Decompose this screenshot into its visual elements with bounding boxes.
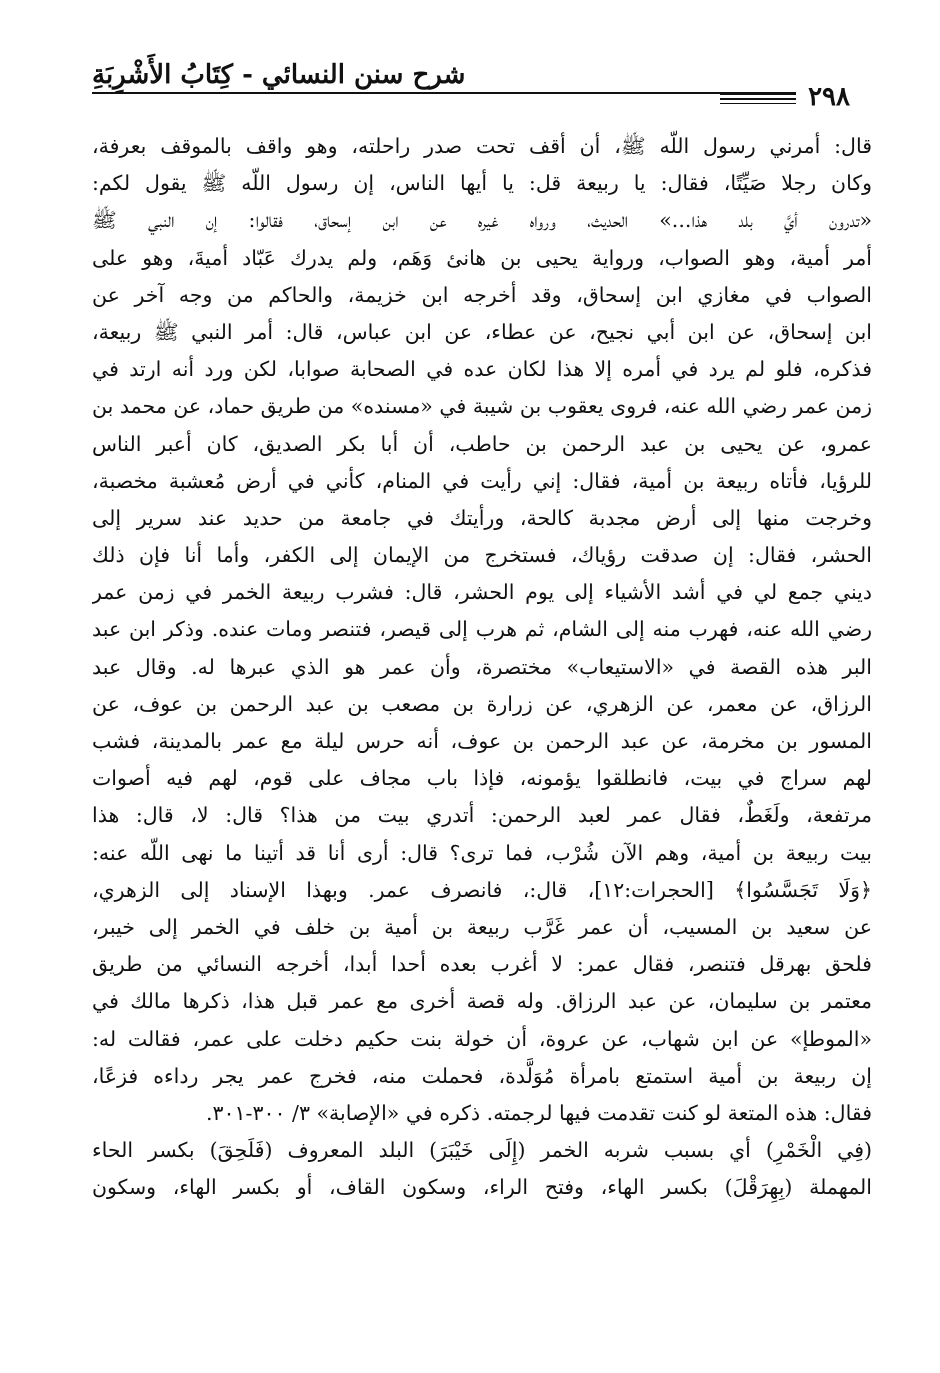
text-line: معتمر بن سليمان، عن عبد الرزاق. وله قصة أخرى مع عمر قبل هذا، ذكرها مالك في xyxy=(92,989,872,1014)
text-line: المهملة (بِهِرَقْلَ) بكسر الهاء، وفتح الراء، وسكون القاف، أو بكسر الهاء، وسكون xyxy=(92,1175,872,1200)
text-line: مرتفعة، ولَغَطٌ، فقال عمر لعبد الرحمن: أتدري بيت من هذا؟ قال: لا، قال: هذا xyxy=(92,803,872,828)
body-text xyxy=(92,128,872,1206)
text-line: المسور بن مخرمة، عن عبد الرحمن بن عوف، أنه حرس ليلة مع عمر بالمدينة، فشب xyxy=(92,729,872,753)
page-number: ٢٩٨ xyxy=(796,82,850,112)
text-line: رضي الله عنه، فهرب منه إلى الشام، ثم هرب إلى قيصر، فتنصر ومات عنده. وذكر ابن عبد xyxy=(92,617,872,642)
text-line: إن ربيعة بن أمية استمتع بامرأة مُوَلَّدة، فحملت منه، فخرج عمر يجر رداءه فزعًا، xyxy=(92,1063,872,1088)
text-line: قال: أمرني رسول اللّه ﷺ، أن أقف تحت صدر راحلته، وهو واقف بالموقف بعرفة، xyxy=(92,134,872,158)
text-line: عن سعيد بن المسيب، أن عمر غَرَّب ربيعة بن أمية بن خلف في الخمر إلى خيبر، xyxy=(92,914,872,939)
text-line: عمرو، عن يحيى بن عبد الرحمن بن حاطب، أن أبا بكر الصديق، كان أعبر الناس xyxy=(92,431,872,456)
text-line: ﴿وَلَا تَجَسَّسُوا﴾ [الحجرات:١٢]، قال:، فانصرف عمر. وبهذا الإسناد إلى الزهري، xyxy=(92,877,872,902)
text-line: البر هذه القصة في «الاستيعاب» مختصرة، وأن عمر هو الذي عبرها له. وقال عبد xyxy=(92,654,872,679)
text-line: الرزاق، عن معمر، عن الزهري، عن زرارة بن مصعب بن عبد الرحمن بن عوف، عن xyxy=(92,691,872,716)
text-line: للرؤيا، فأتاه ربيعة بن أمية، فقال: إني رأيت في المنام، كأني في أرض مُعشبة مخصبة، xyxy=(92,468,872,493)
text-line: ديني جمع لي في أشد الأشياء إلى يوم الحشر، قال: فشرب ربيعة الخمر في زمن عمر xyxy=(92,580,872,605)
text-line: بيت ربيعة بن أمية، وهم الآن شُرْب، فما ترى؟ قال: أرى أنا قد أتينا ما نهى اللّه عنه: xyxy=(92,840,872,865)
text-line: «الموطإ» عن ابن شهاب، عن عروة، أن خولة بنت حكيم دخلت على عمر، فقالت له: xyxy=(92,1026,872,1051)
text-line: لهم سراج في بيت، فانطلقوا يؤمونه، فإذا باب مجاف على قوم، لهم فيه أصوات xyxy=(92,766,872,791)
text-line: فذكره، فلو لم يرد في أمره إلا هذا لكان عده في الصحابة صوابا، لكن ورد أنه ارتد في xyxy=(92,357,872,382)
text-line: «تدرون أيَّ بلد هذا...» الحديث، ورواه غيره عن ابن إسحاق، فقالوا: إن النبي ﷺ xyxy=(92,208,872,233)
text-line: وخرجت منها إلى أرض مجدبة كالحة، ورأيتك في جامعة من حديد عند سرير إلى xyxy=(92,505,872,530)
text-line: زمن عمر رضي الله عنه، فروى يعقوب بن شيبة في «مسنده» من طريق حماد، عن محمد بن xyxy=(92,394,872,419)
text-line: ابن إسحاق، عن ابن أبي نجيح، عن عطاء، عن ابن عباس، قال: أمر النبي ﷺ ربيعة، xyxy=(92,319,872,344)
text-line: الحشر، فقال: إن صدقت رؤياك، فستخرج من الإيمان إلى الكفر، وأما أنا فإن ذلك xyxy=(92,543,872,568)
running-title: شرح سنن النسائي - كِتَابُ الأَشْرِبَةِ xyxy=(92,60,466,90)
text-line: وكان رجلا صَيِّتًا، فقال: يا ربيعة قل: يا أيها الناس، إن رسول اللّه ﷺ يقول لكم: xyxy=(92,171,872,196)
text-line: الصواب في مغازي ابن إسحاق، وقد أخرجه ابن خزيمة، والحاكم من وجه آخر عن xyxy=(92,282,872,307)
text-line: فقال: هذه المتعة لو كنت تقدمت فيها لرجمته. ذكره في «الإصابة» ٣/ ٣٠٠-٣٠١. xyxy=(205,1100,872,1125)
text-line: فلحق بهرقل فتنصر، فقال عمر: لا أغرب بعده أحدا أبدا، أخرجه النسائي من طريق xyxy=(92,952,872,977)
text-line: (فِي الْخَمْرِ) أي بسبب شربه الخمر (إِلَى خَيْبَرَ) البلد المعروف (فَلَحِقَ) بكسر الحاء xyxy=(92,1138,872,1163)
text-line: أمر أمية، وهو الصواب، ورواية يحيى بن هانئ وَهَم، ولم يدرك عَبّاد أميةَ، وهو على xyxy=(92,245,872,270)
